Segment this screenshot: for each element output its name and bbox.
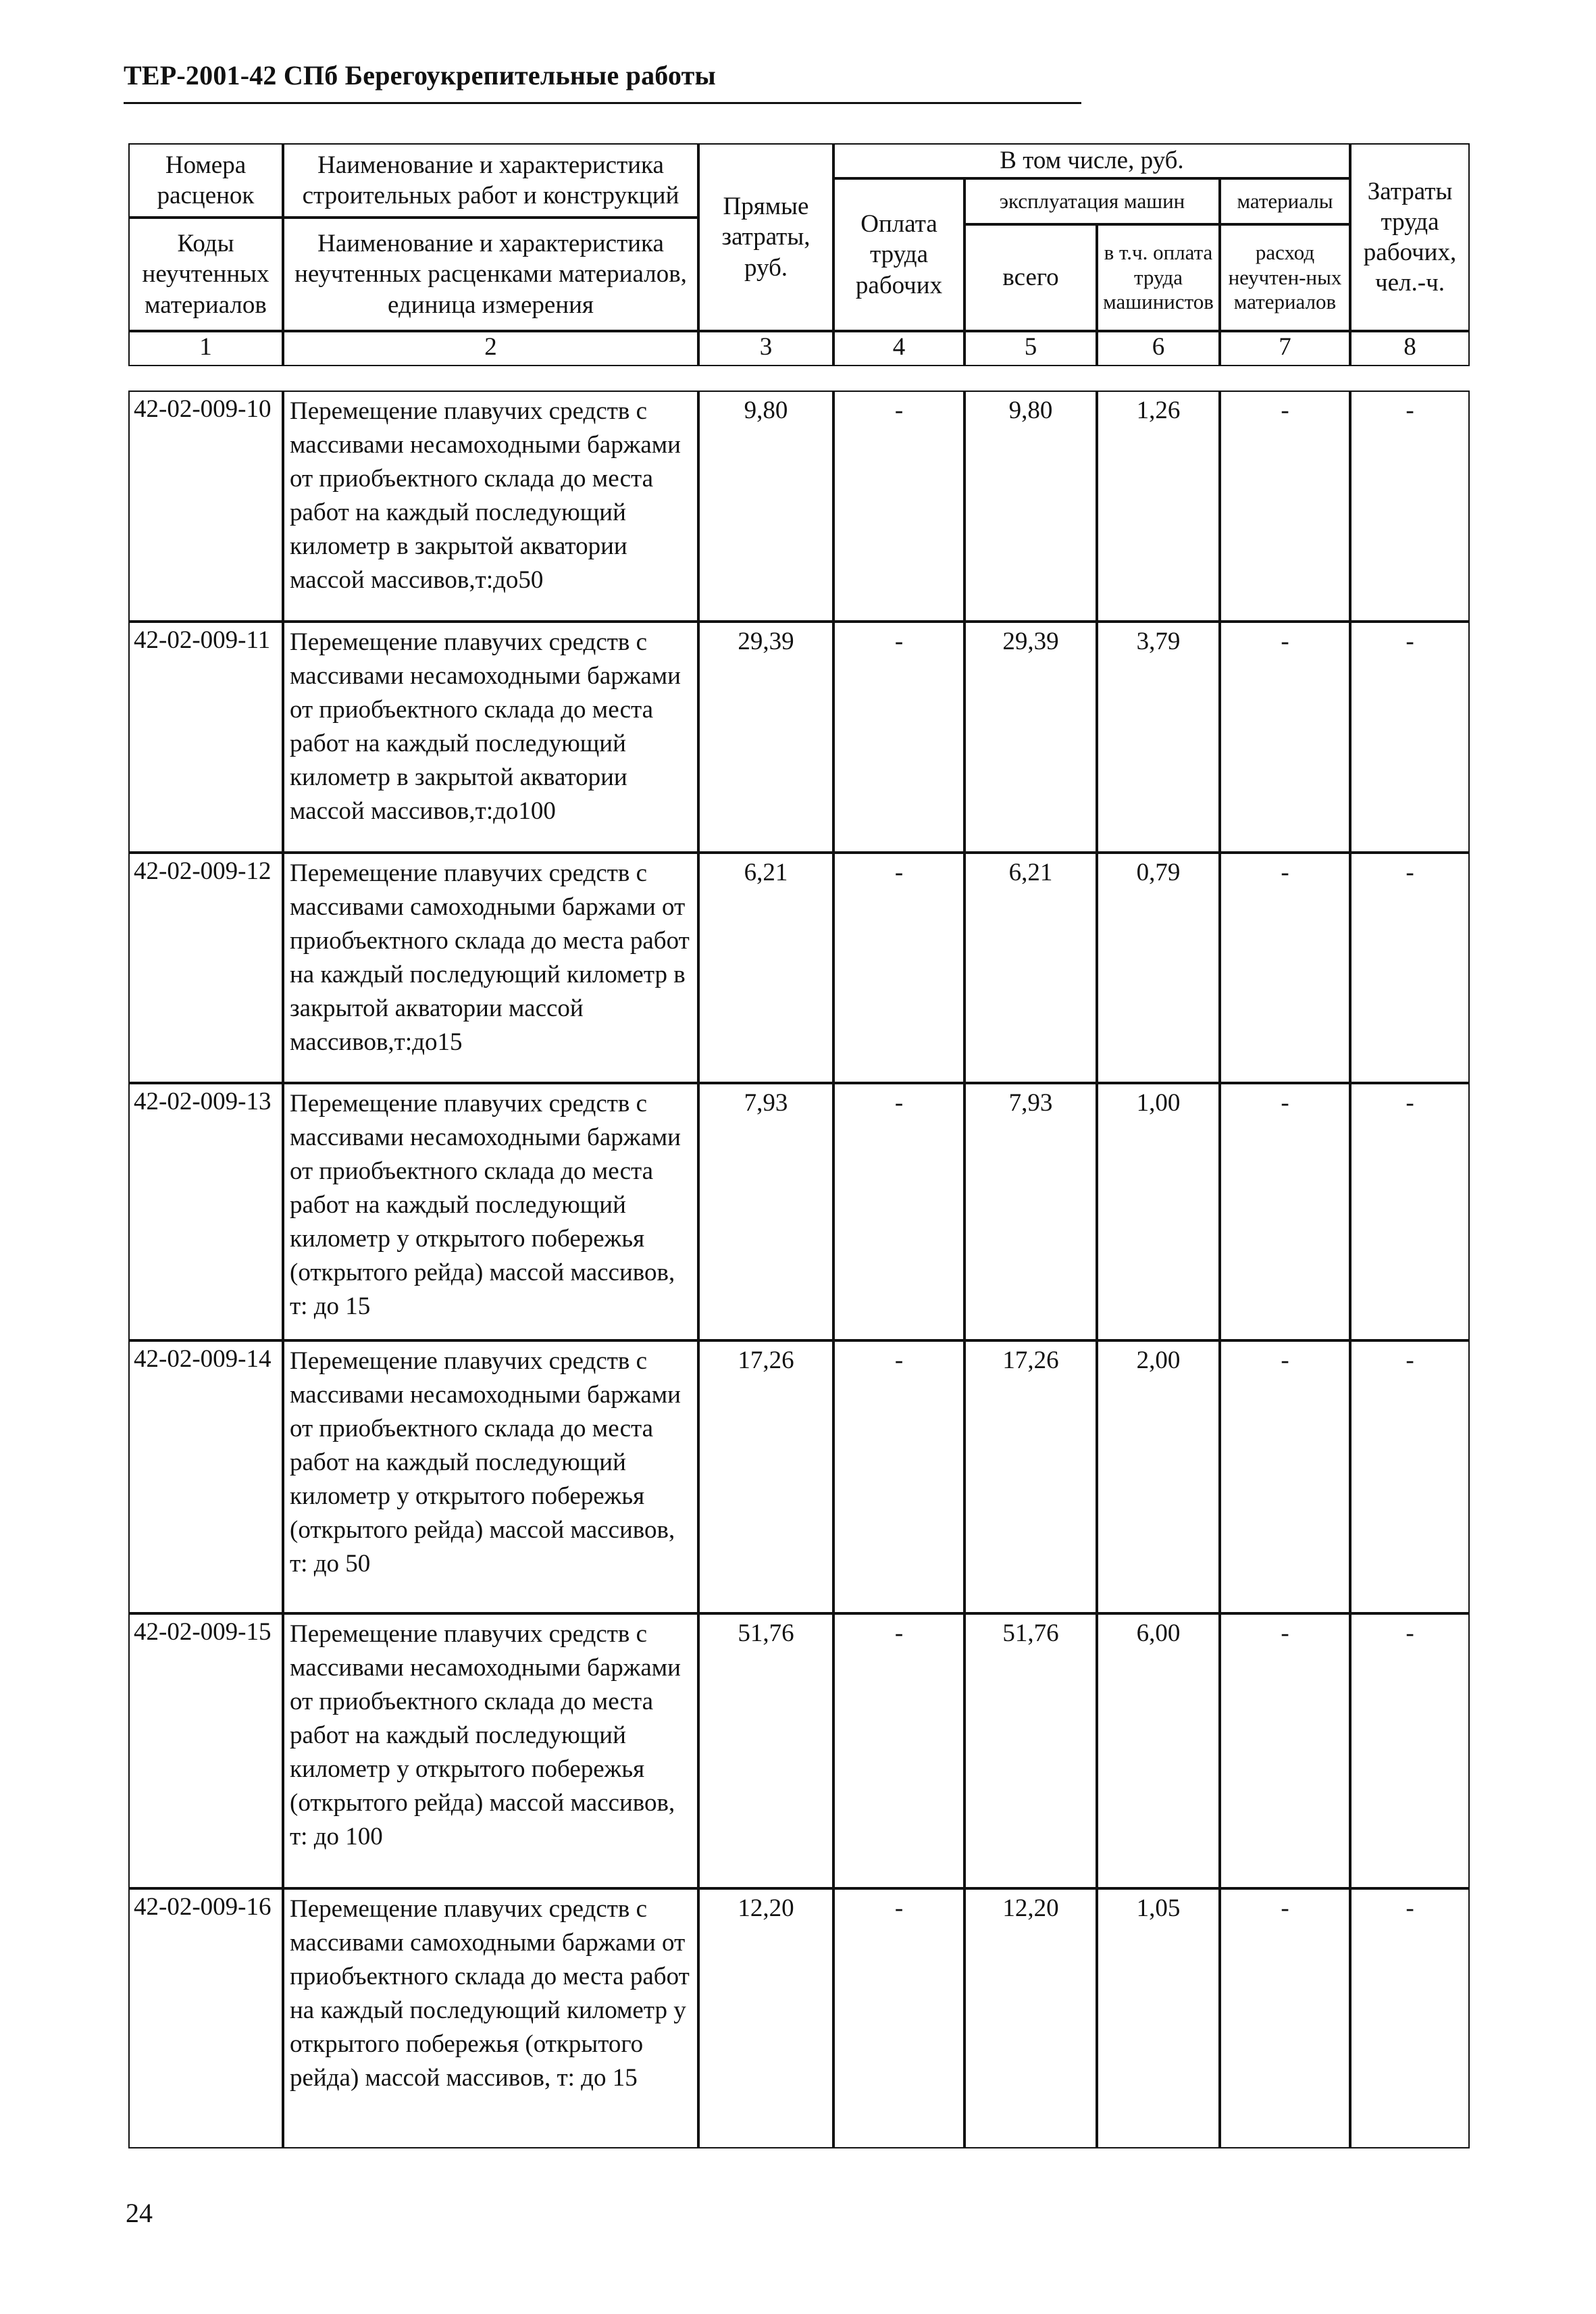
labor-pay: - [833, 391, 964, 622]
direct-costs: 6,21 [698, 853, 833, 1083]
column-number: 6 [1097, 331, 1220, 366]
header-labor-hours: Затраты труда рабочих, чел.-ч. [1350, 143, 1470, 331]
header-machine-operation: эксплуатация машин [964, 178, 1220, 224]
labor-pay: - [833, 622, 964, 853]
header-materials: материалы [1220, 178, 1350, 224]
title-rule [124, 102, 1081, 104]
machines-total: 6,21 [964, 853, 1097, 1083]
work-description: Перемещение плавучих средств с массивами несамоходными баржами от приобъектного склада до места работ на каждый последующий километр в закрытой акватории массой массивов,т:до100 [283, 622, 698, 853]
work-description: Перемещение плавучих средств с массивами несамоходными баржами от приобъектного склада до места работ на каждый последующий километр у открытого побережья (открытого рейда) массой массивов, т: до 15 [283, 1083, 698, 1340]
labor-hours: - [1350, 1888, 1470, 2148]
header-material-codes: Коды неучтенных материалов [128, 218, 283, 331]
machines-total: 17,26 [964, 1340, 1097, 1613]
labor-pay: - [833, 1613, 964, 1888]
materials-consumption: - [1220, 1083, 1350, 1340]
materials-consumption: - [1220, 1340, 1350, 1613]
rate-code: 42-02-009-14 [128, 1340, 283, 1613]
direct-costs: 9,80 [698, 391, 833, 622]
column-number: 7 [1220, 331, 1350, 366]
rate-code: 42-02-009-12 [128, 853, 283, 1083]
labor-hours: - [1350, 853, 1470, 1083]
labor-pay: - [833, 1888, 964, 2148]
header-labor-pay: Оплата труда рабочих [833, 178, 964, 331]
labor-hours: - [1350, 1340, 1470, 1613]
materials-consumption: - [1220, 1888, 1350, 2148]
header-including: В том числе, руб. [833, 143, 1350, 178]
header-material-consumption: расход неучтен-ных материалов [1220, 224, 1350, 331]
machinist-pay: 1,05 [1097, 1888, 1220, 2148]
machines-total: 7,93 [964, 1083, 1097, 1340]
work-description: Перемещение плавучих средств с массивами несамоходными баржами от приобъектного склада до места работ на каждый последующий километр в закрытой акватории массой массивов,т:до50 [283, 391, 698, 622]
header-direct-costs: Прямые затраты, руб. [698, 143, 833, 331]
labor-pay: - [833, 1340, 964, 1613]
direct-costs: 7,93 [698, 1083, 833, 1340]
labor-hours: - [1350, 391, 1470, 622]
labor-hours: - [1350, 1083, 1470, 1340]
rate-code: 42-02-009-16 [128, 1888, 283, 2148]
direct-costs: 51,76 [698, 1613, 833, 1888]
direct-costs: 12,20 [698, 1888, 833, 2148]
labor-pay: - [833, 1083, 964, 1340]
header-machines-total: всего [964, 224, 1097, 331]
direct-costs: 17,26 [698, 1340, 833, 1613]
machinist-pay: 2,00 [1097, 1340, 1220, 1613]
rate-code: 42-02-009-11 [128, 622, 283, 853]
work-description: Перемещение плавучих средств с массивами самоходными баржами от приобъектного склада до места работ на каждый последующий километр у открытого побережья (открытого рейда) массой массивов, т: до 15 [283, 1888, 698, 2148]
direct-costs: 29,39 [698, 622, 833, 853]
materials-consumption: - [1220, 391, 1350, 622]
header-rate-numbers: Номера расценок [128, 143, 283, 218]
column-number: 2 [283, 331, 698, 366]
rate-code: 42-02-009-13 [128, 1083, 283, 1340]
column-number: 3 [698, 331, 833, 366]
page-number: 24 [126, 2198, 153, 2228]
materials-consumption: - [1220, 622, 1350, 853]
machinist-pay: 1,00 [1097, 1083, 1220, 1340]
work-description: Перемещение плавучих средств с массивами несамоходными баржами от приобъектного склада до места работ на каждый последующий километр у открытого побережья (открытого рейда) массой массивов, т: до 50 [283, 1340, 698, 1613]
machines-total: 51,76 [964, 1613, 1097, 1888]
rate-code: 42-02-009-15 [128, 1613, 283, 1888]
header-work-name: Наименование и характеристика строительных работ и конструкций [283, 143, 698, 218]
machinist-pay: 3,79 [1097, 622, 1220, 853]
header-material-name: Наименование и характеристика неучтенных расценками материалов, единица измерения [283, 218, 698, 331]
labor-pay: - [833, 853, 964, 1083]
materials-consumption: - [1220, 1613, 1350, 1888]
labor-hours: - [1350, 1613, 1470, 1888]
machinist-pay: 0,79 [1097, 853, 1220, 1083]
machines-total: 12,20 [964, 1888, 1097, 2148]
machinist-pay: 6,00 [1097, 1613, 1220, 1888]
column-number: 8 [1350, 331, 1470, 366]
header-machinist-pay: в т.ч. оплата труда машинистов [1097, 224, 1220, 331]
column-number: 5 [964, 331, 1097, 366]
machines-total: 29,39 [964, 622, 1097, 853]
labor-hours: - [1350, 622, 1470, 853]
column-number: 1 [128, 331, 283, 366]
column-number: 4 [833, 331, 964, 366]
rate-code: 42-02-009-10 [128, 391, 283, 622]
running-title: ТЕР-2001-42 СПб Берегоукрепительные работы [124, 60, 716, 91]
machines-total: 9,80 [964, 391, 1097, 622]
work-description: Перемещение плавучих средств с массивами самоходными баржами от приобъектного склада до места работ на каждый последующий километр в закрытой акватории массой массивов,т:до15 [283, 853, 698, 1083]
machinist-pay: 1,26 [1097, 391, 1220, 622]
materials-consumption: - [1220, 853, 1350, 1083]
work-description: Перемещение плавучих средств с массивами несамоходными баржами от приобъектного склада до места работ на каждый последующий километр у открытого побережья (открытого рейда) массой массивов, т: до 100 [283, 1613, 698, 1888]
